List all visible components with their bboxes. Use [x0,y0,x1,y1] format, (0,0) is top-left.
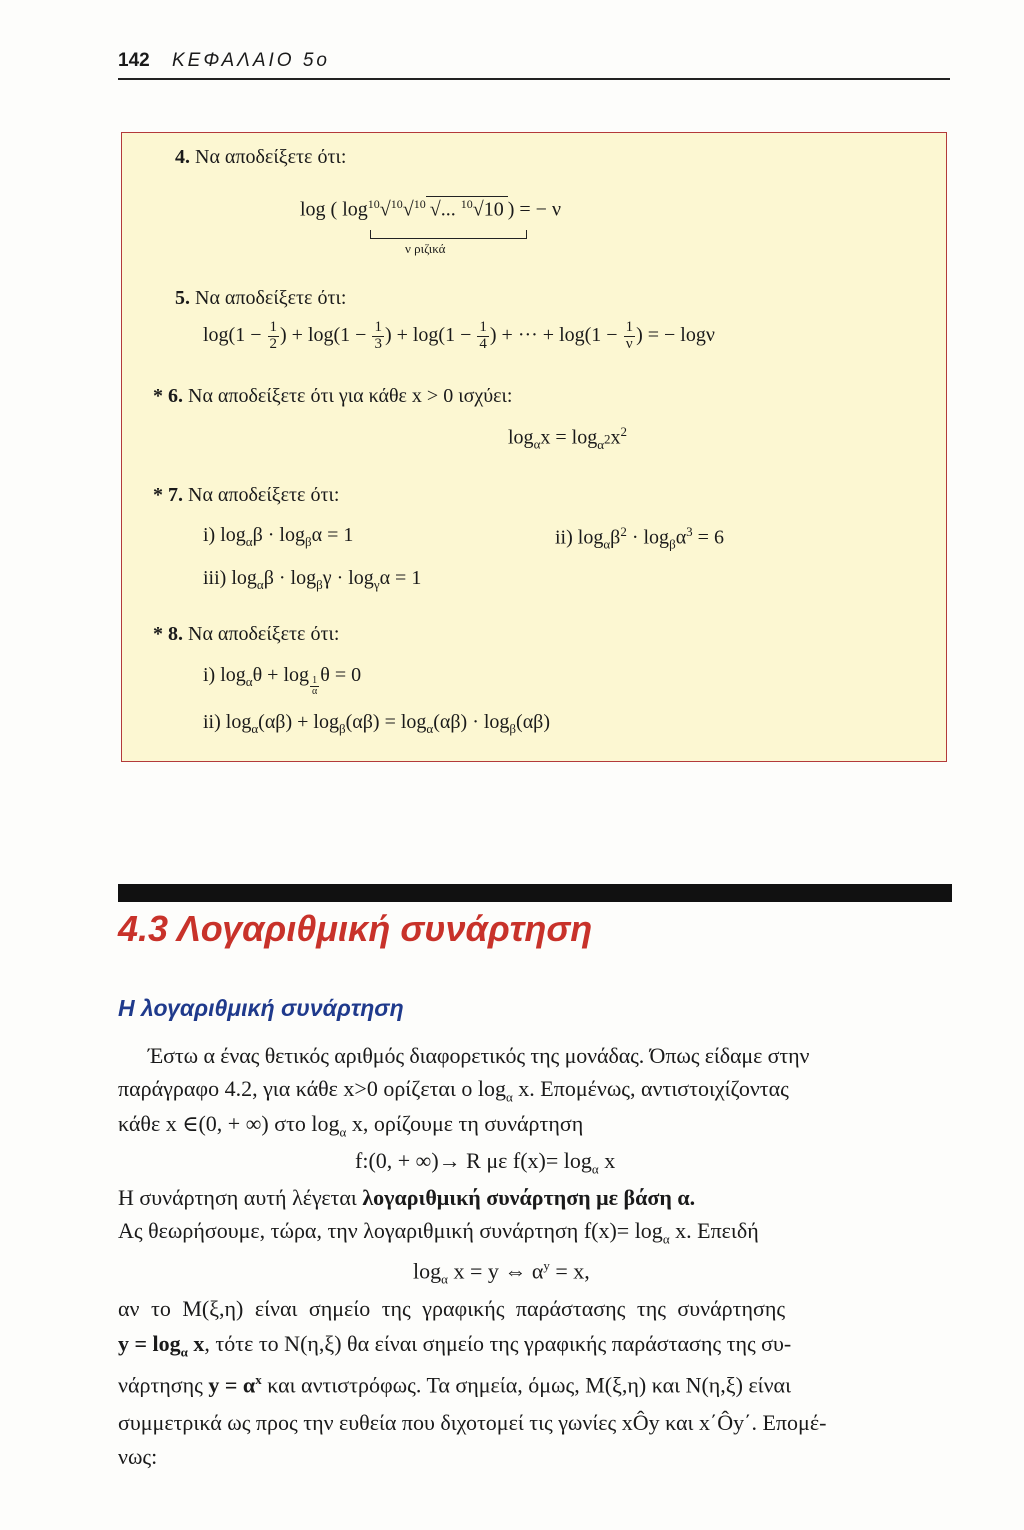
exercise-number: 4. [175,146,190,168]
underbrace [370,230,527,239]
body-line-4: f:(0, + ∞)→ R με $f(x)= \log_\alpha x$ [355,1148,616,1177]
exercise-text: Να αποδείξετε ότι για κάθε x > 0 ισχύει: [188,385,513,407]
subsection-title: Η λογαριθμική συνάρτηση [118,995,404,1021]
exercise-7-ii: ii) $\log_\alpha\beta^2 \cdot \log_\beta\alpha^3 = 6$ [555,524,724,552]
underbrace-label: ν ριζικά [405,241,446,256]
exercise-text: Να αποδείξετε ότι: [188,484,340,506]
exercise-7-i: i) $\log_\alpha\beta \cdot \log_\beta\alpha = 1$ [203,524,354,549]
header-rule [118,78,950,80]
exercise-text: Να αποδείξετε ότι: [195,146,347,168]
body-line-6: Ας θεωρήσουμε, τώρα, την λογαριθμική συνάρτηση $f(x)= \log_\alpha x$. Επειδή [118,1218,759,1247]
exercise-4 [175,146,346,169]
body-line-11: συμμετρικά ως προς την ευθεία που διχοτομεί τις γωνίες xÔy και x΄Ôy΄. Επομέ- [118,1410,827,1435]
exercise-7 [153,484,339,507]
exercise-number: * 6. [153,385,183,407]
exercise-number: * 8. [153,623,183,645]
body-line-10: νάρτησης $y = \alpha^x$ και αντιστρόφως. Τα σημεία, όμως, Μ(ξ,η) και Ν(η,ξ) είναι [118,1372,791,1398]
chapter-title: ΚΕΦΑΛΑΙΟ 5ο [172,50,330,71]
exercise-8-i: i) $\log_\alpha\theta + \log$ $_{\frac{1}{\alpha}}$ θ = 0 [203,664,362,697]
exercise-number: 5. [175,287,190,309]
section-rule [118,884,952,902]
exercise-text: Να αποδείξετε ότι: [188,623,340,645]
exercise-8 [153,623,339,646]
exercise-5-formula: log(1 − $\frac{1}{2}$ ) + log(1 − $\frac{1}{3}$ ) + log(1 − $\frac{1}{4}$ ) + ··· + log(1 − $\frac{1}{\nu}$ ) = − logν [203,319,715,352]
body-line-12: νως: [118,1444,158,1469]
exercise-text: Να αποδείξετε ότι: [195,287,347,309]
body-line-8: αν το Μ(ξ,η) είναι σημείο της γραφικής παράστασης της συνάρτησης [118,1296,786,1321]
exercise-4-formula: log ( $\log^{10}√^{10}√^{10}$ √... $^{10}$√10 ) = − ν [300,197,561,221]
section-title: 4.3 Λογαριθμική συνάρτηση [118,908,593,949]
exercise-5 [175,287,346,310]
body-line-7: $\log_\alpha x = y$ ⇔ $\alpha^y = x$, [413,1258,590,1287]
exercise-7-iii: iii) $\log_\alpha\beta \cdot \log_\beta\gamma \cdot \log_\gamma\alpha = 1$ [203,567,422,592]
body-line-9: $y = \log_\alpha x$, τότε το Ν(η,ξ) θα είναι σημείο της γραφικής παράστασης της συ- [118,1331,792,1360]
body-line-1: Έστω α ένας θετικός αριθμός διαφορετικός της μονάδας. Όπως είδαμε στην [148,1043,810,1068]
exercise-6-formula: $\log_\alpha x = \log_{\alpha^2}x^2$ [508,424,628,452]
body-line-2: παράγραφο 4.2, για κάθε x>0 ορίζεται ο $\log_\alpha x$. Επομένως, αντιστοιχίζοντας [118,1076,789,1105]
exercise-8-ii: ii) $\log_\alpha(\alpha\beta) + \log_\beta(\alpha\beta) = \log_\alpha(\alpha\beta) \cdot \log_\beta(\alpha\beta)$ [203,711,551,736]
body-line-5: Η συνάρτηση αυτή λέγεται λογαριθμική συνάρτηση με βάση α. [118,1185,696,1210]
body-line-3: κάθε x ∈(0, + ∞) στο $\log_\alpha x$, ορίζουμε τη συνάρτηση [118,1111,584,1140]
exercise-6 [153,385,512,408]
page-number: 142 [118,50,150,71]
exercise-number: * 7. [153,484,183,506]
